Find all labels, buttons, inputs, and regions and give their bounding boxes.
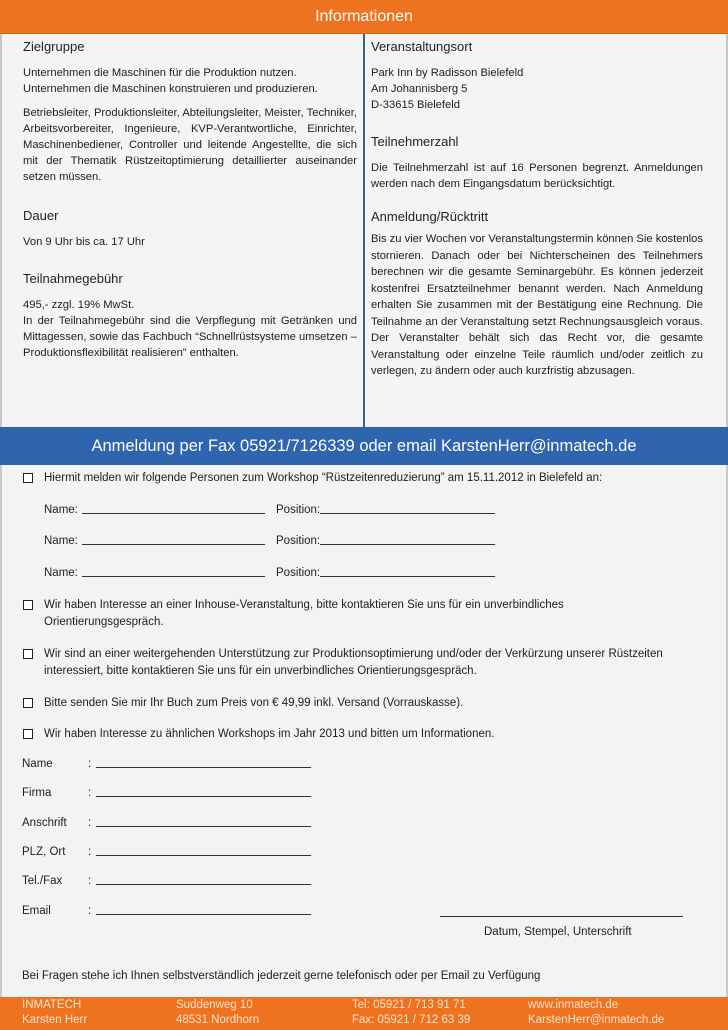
participant-name-label: Name: xyxy=(44,504,78,516)
footer-fax: Fax: 05921 / 712 63 39 xyxy=(352,1014,471,1026)
footer-address-col xyxy=(176,998,259,1028)
checkbox-row-inhouse xyxy=(23,597,654,631)
participant-position-field[interactable] xyxy=(320,502,495,514)
contact-row-email xyxy=(22,903,311,919)
footer-web-link[interactable]: www.inmatech.de xyxy=(528,999,619,1011)
contact-label: PLZ, Ort xyxy=(22,846,66,858)
signature-field[interactable] xyxy=(440,916,683,917)
info-left-column xyxy=(23,38,357,361)
contact-email-field[interactable] xyxy=(96,903,311,915)
colon: : xyxy=(88,758,92,770)
column-divider xyxy=(363,34,365,427)
participant-position-field[interactable] xyxy=(320,533,495,545)
contact-label: Email xyxy=(22,905,51,917)
footer-email-link[interactable]: KarstenHerr@inmatech.de xyxy=(528,1014,665,1026)
contact-label: Anschrift xyxy=(22,817,67,829)
informationen-header: Informationen xyxy=(0,0,728,34)
participant-position-label: Position: xyxy=(276,504,321,516)
teilnehmerzahl-title: Teilnehmerzahl xyxy=(371,134,459,149)
zielgruppe-line: Unternehmen die Maschinen für die Produktion nutzen. xyxy=(23,67,297,79)
participant-name-field[interactable] xyxy=(82,533,265,545)
colon: : xyxy=(88,787,92,799)
checkbox-support[interactable] xyxy=(23,649,33,659)
contact-tel-fax-field[interactable] xyxy=(96,873,311,885)
footer-person: Karsten Herr xyxy=(22,1014,88,1026)
checkbox-label: Wir haben Interesse zu ähnlichen Workshops im Jahr 2013 und bitten um Informationen. xyxy=(44,728,495,740)
contact-firma-field[interactable] xyxy=(96,785,311,797)
checkbox-register[interactable] xyxy=(23,473,33,483)
contact-name-field[interactable] xyxy=(96,756,311,768)
ort-line: D-33615 Bielefeld xyxy=(371,99,460,111)
colon: : xyxy=(88,875,92,887)
zielgruppe-paragraph: Betriebsleiter, Produktionsleiter, Abteilungsleiter, Meister, Techniker, Arbeitsvorbereiter, Ingenieure, KVP-Verantwortliche, Einrichter, Maschinenbediener, Controller und leitende Angestellte, die sich mit der Thematik Rüstzeitoptimierung detaillierter auseinander setzen müssen. xyxy=(23,107,357,183)
checkbox-row-workshops xyxy=(23,726,694,743)
info-right-column xyxy=(371,38,703,380)
ort-line: Am Johannisberg 5 xyxy=(371,83,468,95)
footer-note: Bei Fragen stehe ich Ihnen selbstverständlich jederzeit gerne telefonisch oder per Email zu Verfügung xyxy=(22,970,541,982)
signature-label: Datum, Stempel, Unterschrift xyxy=(484,926,632,938)
contact-row-firma xyxy=(22,785,311,801)
footer-city: 48531 Nordhorn xyxy=(176,1014,260,1026)
zielgruppe-line: Unternehmen die Maschinen konstruieren und produzieren. xyxy=(23,83,318,95)
participant-position-field[interactable] xyxy=(320,565,495,577)
participant-position-label: Position: xyxy=(276,567,321,579)
ort-line: Park Inn by Radisson Bielefeld xyxy=(371,67,524,79)
dauer-title: Dauer xyxy=(23,208,59,223)
contact-label: Name xyxy=(22,758,53,770)
contact-anschrift-field[interactable] xyxy=(96,815,311,827)
checkbox-inhouse[interactable] xyxy=(23,600,33,610)
participant-name-label: Name: xyxy=(44,535,78,547)
participant-position-label: Position: xyxy=(276,535,321,547)
contact-label: Firma xyxy=(22,787,52,799)
checkbox-label: Wir haben Interesse an einer Inhouse-Veranstaltung, bitte kontaktieren Sie uns für ein unverbindliches Orientierungsgespräch. xyxy=(44,599,564,628)
contact-label: Tel./Fax xyxy=(22,875,63,887)
participant-name-label: Name: xyxy=(44,567,78,579)
contact-plz-ort-field[interactable] xyxy=(96,844,311,856)
colon: : xyxy=(88,817,92,829)
contact-row-name xyxy=(22,756,311,772)
checkbox-book[interactable] xyxy=(23,698,33,708)
checkbox-workshops[interactable] xyxy=(23,729,33,739)
participant-row xyxy=(44,533,495,549)
colon: : xyxy=(88,905,92,917)
contact-row-anschrift xyxy=(22,815,311,831)
footer-street: Suddenweg 10 xyxy=(176,999,253,1011)
registration-banner: Anmeldung per Fax 05921/7126339 oder email KarstenHerr@inmatech.de xyxy=(0,427,728,465)
contact-row-tel-fax xyxy=(22,873,311,889)
gebuehr-title: Teilnahmegebühr xyxy=(23,271,123,286)
ruecktritt-text: Bis zu vier Wochen vor Veranstaltungstermin können Sie kostenlos stornieren. Danach oder bei Nichterscheinen des Teilnehmers berechnen wir die gesamte Seminargebühr. Es können jederzeit kostenfrei Ersatzteilnehmer benannt werden. Nach Anmeldung erhalten Sie zusammen mit der Bestätigung eine Rechnung. Die Teilnahme an der Veranstaltung setzt Rechnungsausgleich voraus. Der Veranstalter behält sich das Recht vor, die gesamte Veranstaltung oder einzelne Teile räumlich und/oder zeitlich zu verlegen, zu ändern oder auch kurzfristig abzusagen. xyxy=(371,233,703,377)
gebuehr-price: 495,- zzgl. 19% MwSt. xyxy=(23,299,135,311)
footer-tel: Tel: 05921 / 713 91 71 xyxy=(352,999,466,1011)
colon: : xyxy=(88,846,92,858)
ruecktritt-title: Anmeldung/Rücktritt xyxy=(371,209,489,224)
footer-web-col xyxy=(528,998,664,1028)
dauer-text: Von 9 Uhr bis ca. 17 Uhr xyxy=(23,236,145,248)
footer-bar xyxy=(0,997,728,1030)
gebuehr-text: In der Teilnahmegebühr sind die Verpflegung mit Getränken und Mittagessen, sowie das Fachbuch “Schnellrüstsysteme umsetzen – Produktionsflexibilität realisieren” enthalten. xyxy=(23,315,357,359)
footer-company-col xyxy=(22,998,87,1028)
checkbox-row-register xyxy=(23,470,694,487)
participant-row xyxy=(44,565,495,581)
checkbox-row-book xyxy=(23,695,694,712)
ort-title: Veranstaltungsort xyxy=(371,39,473,54)
contact-row-plz-ort xyxy=(22,844,311,860)
footer-company: INMATECH xyxy=(22,999,82,1011)
checkbox-label: Hiermit melden wir folgende Personen zum Workshop “Rüstzeitenreduzierung” am 15.11.2012 in Bielefeld an: xyxy=(44,472,603,484)
participant-row xyxy=(44,502,495,518)
participant-name-field[interactable] xyxy=(82,565,265,577)
checkbox-row-support xyxy=(23,646,684,680)
teilnehmerzahl-text: Die Teilnehmerzahl ist auf 16 Personen begrenzt. Anmeldungen werden nach dem Eingangsdatum berücksichtigt. xyxy=(371,162,703,190)
zielgruppe-title: Zielgruppe xyxy=(23,39,85,54)
footer-phone-col xyxy=(352,998,470,1028)
participant-name-field[interactable] xyxy=(82,502,265,514)
checkbox-label: Wir sind an einer weitergehenden Unterstützung zur Produktionsoptimierung und/oder der Verkürzung unserer Rüstzeiten interessiert, bitte kontaktieren Sie uns für ein unverbindliches Orientierungsgespräch. xyxy=(44,648,663,677)
checkbox-label: Bitte senden Sie mir Ihr Buch zum Preis von € 49,99 inkl. Versand (Vorrauskasse). xyxy=(44,697,464,709)
